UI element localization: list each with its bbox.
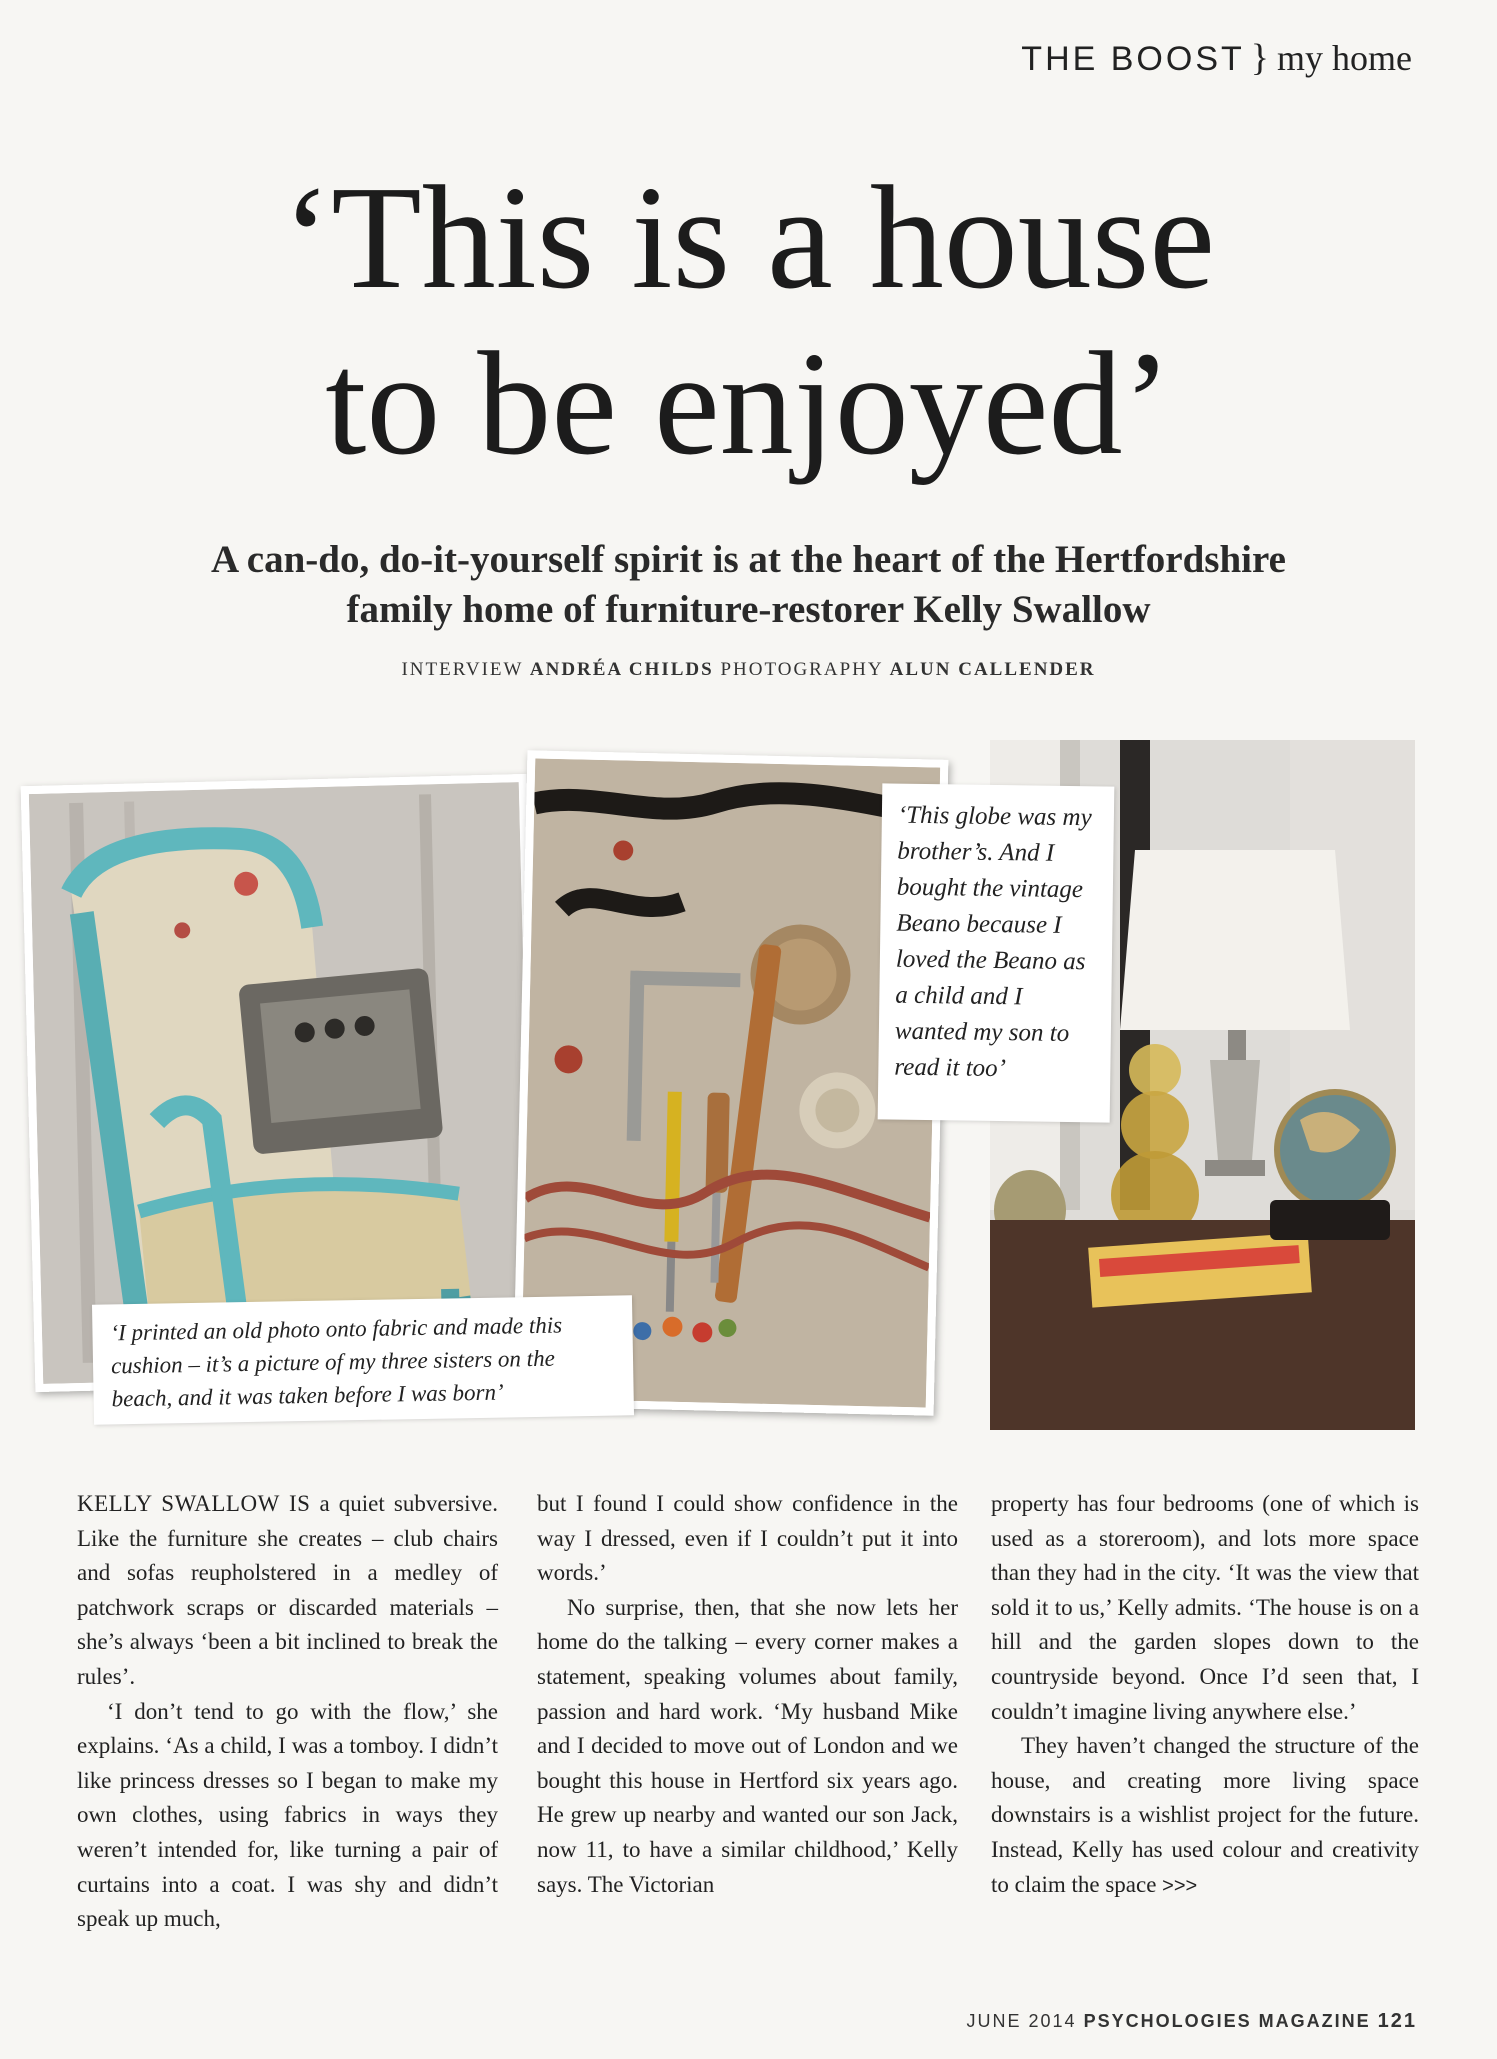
- body-paragraph: ‘I don’t tend to go with the flow,’ she explains. ‘As a child, I was a tomboy. I didn’t like princess dresses so I began to make my own clothes, using fabrics in ways they weren’t intended for, like turning a pair of curtains into a coat. I was shy and didn’t speak up much,: [77, 1698, 498, 1932]
- interview-name: ANDRÉA CHILDS: [529, 659, 714, 680]
- interview-label: INTERVIEW: [401, 659, 524, 680]
- page-number: 121: [1377, 2010, 1417, 2032]
- paragraph-text: a quiet subversive. Like the furniture she creates – club chairs and sofas reupholstered in a medley of patchwork scraps or discarded materials – she’s always ‘been a bit inclined to break the rules’.: [77, 1491, 498, 1689]
- lead-in: KELLY SWALLOW IS: [77, 1491, 311, 1516]
- photo-label: PHOTOGRAPHY: [720, 659, 883, 680]
- page-folio: [967, 2010, 1418, 2033]
- section-name: my home: [1277, 38, 1412, 78]
- headline-line-1: ‘This is a house: [281, 156, 1216, 320]
- article-headline: [0, 155, 1497, 487]
- body-paragraph: [991, 1729, 1419, 1903]
- standfirst-line-1: A can-do, do-it-yourself spirit is at the heart of the Hertfordshire: [211, 538, 1286, 581]
- body-paragraph: [77, 1487, 498, 1695]
- body-paragraph: property has four bedrooms (one of which is used as a storeroom), and lots more space than they had in the city. ‘It was the view that sold it to us,’ Kelly admits. ‘The house is on a hill and the garden slopes down to the countryside beyond. Once I’d seen that, I couldn’t imagine living anywhere else.’: [991, 1491, 1419, 1724]
- body-paragraph: but I found I could show confidence in the way I dressed, even if I couldn’t put it into words.’: [537, 1491, 958, 1586]
- standfirst-line-2: family home of furniture-restorer Kelly Swallow: [346, 588, 1151, 631]
- body-column-1: [77, 1487, 498, 1937]
- photo-name: ALUN CALLENDER: [889, 659, 1096, 680]
- section-kicker: THE BOOST: [1021, 40, 1245, 78]
- byline-credits: [0, 659, 1497, 681]
- globe-photo-caption: ‘This globe was my brother’s. And I bought the vintage Beano because I loved the Beano as a child and I wanted my son to read it too’: [878, 783, 1115, 1122]
- armchair-illustration: [29, 782, 533, 1384]
- body-paragraph: No surprise, then, that she now lets her home do the talking – every corner makes a statement, speaking volumes about family, passion and hard work. ‘My husband Mike and I decided to move out of London and we bought this house in Hertford six years ago. He grew up nearby and wanted our son Jack, now 11, to have a similar childhood,’ Kelly says. The Victorian: [537, 1594, 958, 1897]
- continue-arrow: >>>: [1162, 1874, 1198, 1897]
- standfirst: [0, 535, 1497, 635]
- section-brace: }: [1250, 37, 1272, 79]
- section-header: [1021, 36, 1412, 80]
- body-column-3: [991, 1487, 1419, 1903]
- body-column-2: [537, 1487, 958, 1902]
- issue-date: JUNE 2014: [966, 2011, 1077, 2031]
- magazine-name: PSYCHOLOGIES MAGAZINE: [1083, 2011, 1371, 2031]
- headline-line-2: to be enjoyed’: [325, 322, 1172, 486]
- chair-photo-caption: ‘I printed an old photo onto fabric and made this cushion – it’s a picture of my three sisters on the beach, and it was taken before I was born’: [92, 1295, 634, 1424]
- paragraph-text: They haven’t changed the structure of the house, and creating more living space downstairs is a wishlist project for the future. Instead, Kelly has used colour and creativity to claim the space: [991, 1733, 1419, 1897]
